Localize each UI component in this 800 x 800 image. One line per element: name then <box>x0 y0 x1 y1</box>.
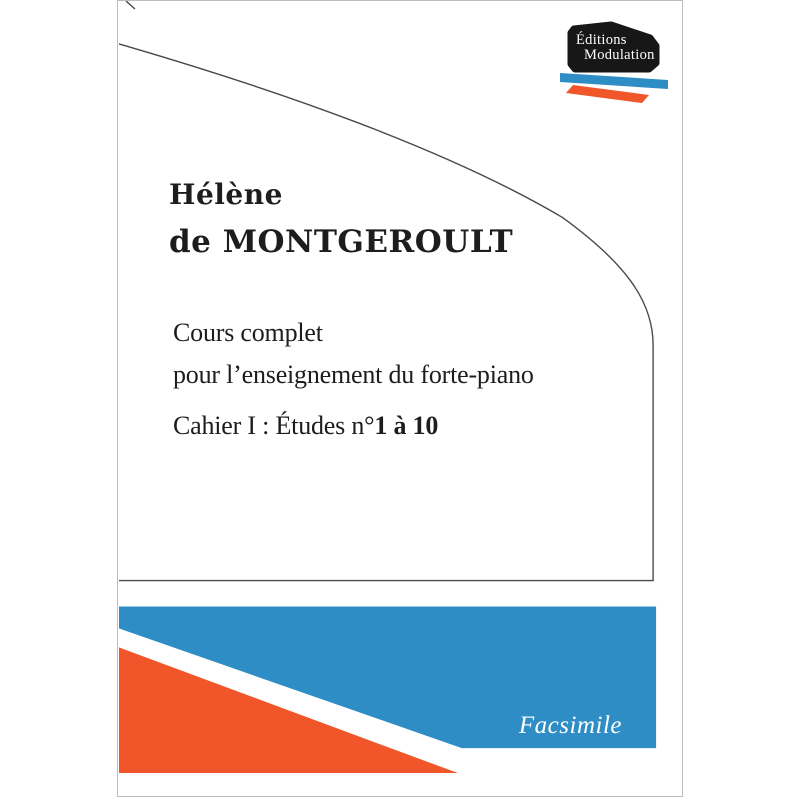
cover-decorations <box>118 1 682 796</box>
facsimile-label: Facsimile <box>518 712 622 739</box>
publisher-name-line-2: Modulation <box>584 47 655 63</box>
title-line-2: pour l’enseignement du forte-piano <box>173 360 534 389</box>
title-line-3 <box>173 413 438 439</box>
title-line-3-regular: Cahier I : Études n° <box>173 411 375 440</box>
logo-orange-stripe <box>566 85 649 103</box>
author-last-name: de MONTGEROULT <box>169 224 514 260</box>
author-first-name: Hélène <box>169 178 283 211</box>
publisher-name-line-1: Éditions <box>576 32 627 48</box>
corner-curve-line <box>119 44 653 581</box>
title-line-3-bold: 1 à 10 <box>374 411 439 440</box>
publisher-logo <box>553 18 675 106</box>
title-line-1: Cours complet <box>173 318 323 347</box>
top-edge-mark <box>126 1 135 9</box>
book-cover <box>117 0 683 797</box>
publisher-logo-graphic <box>553 18 675 106</box>
